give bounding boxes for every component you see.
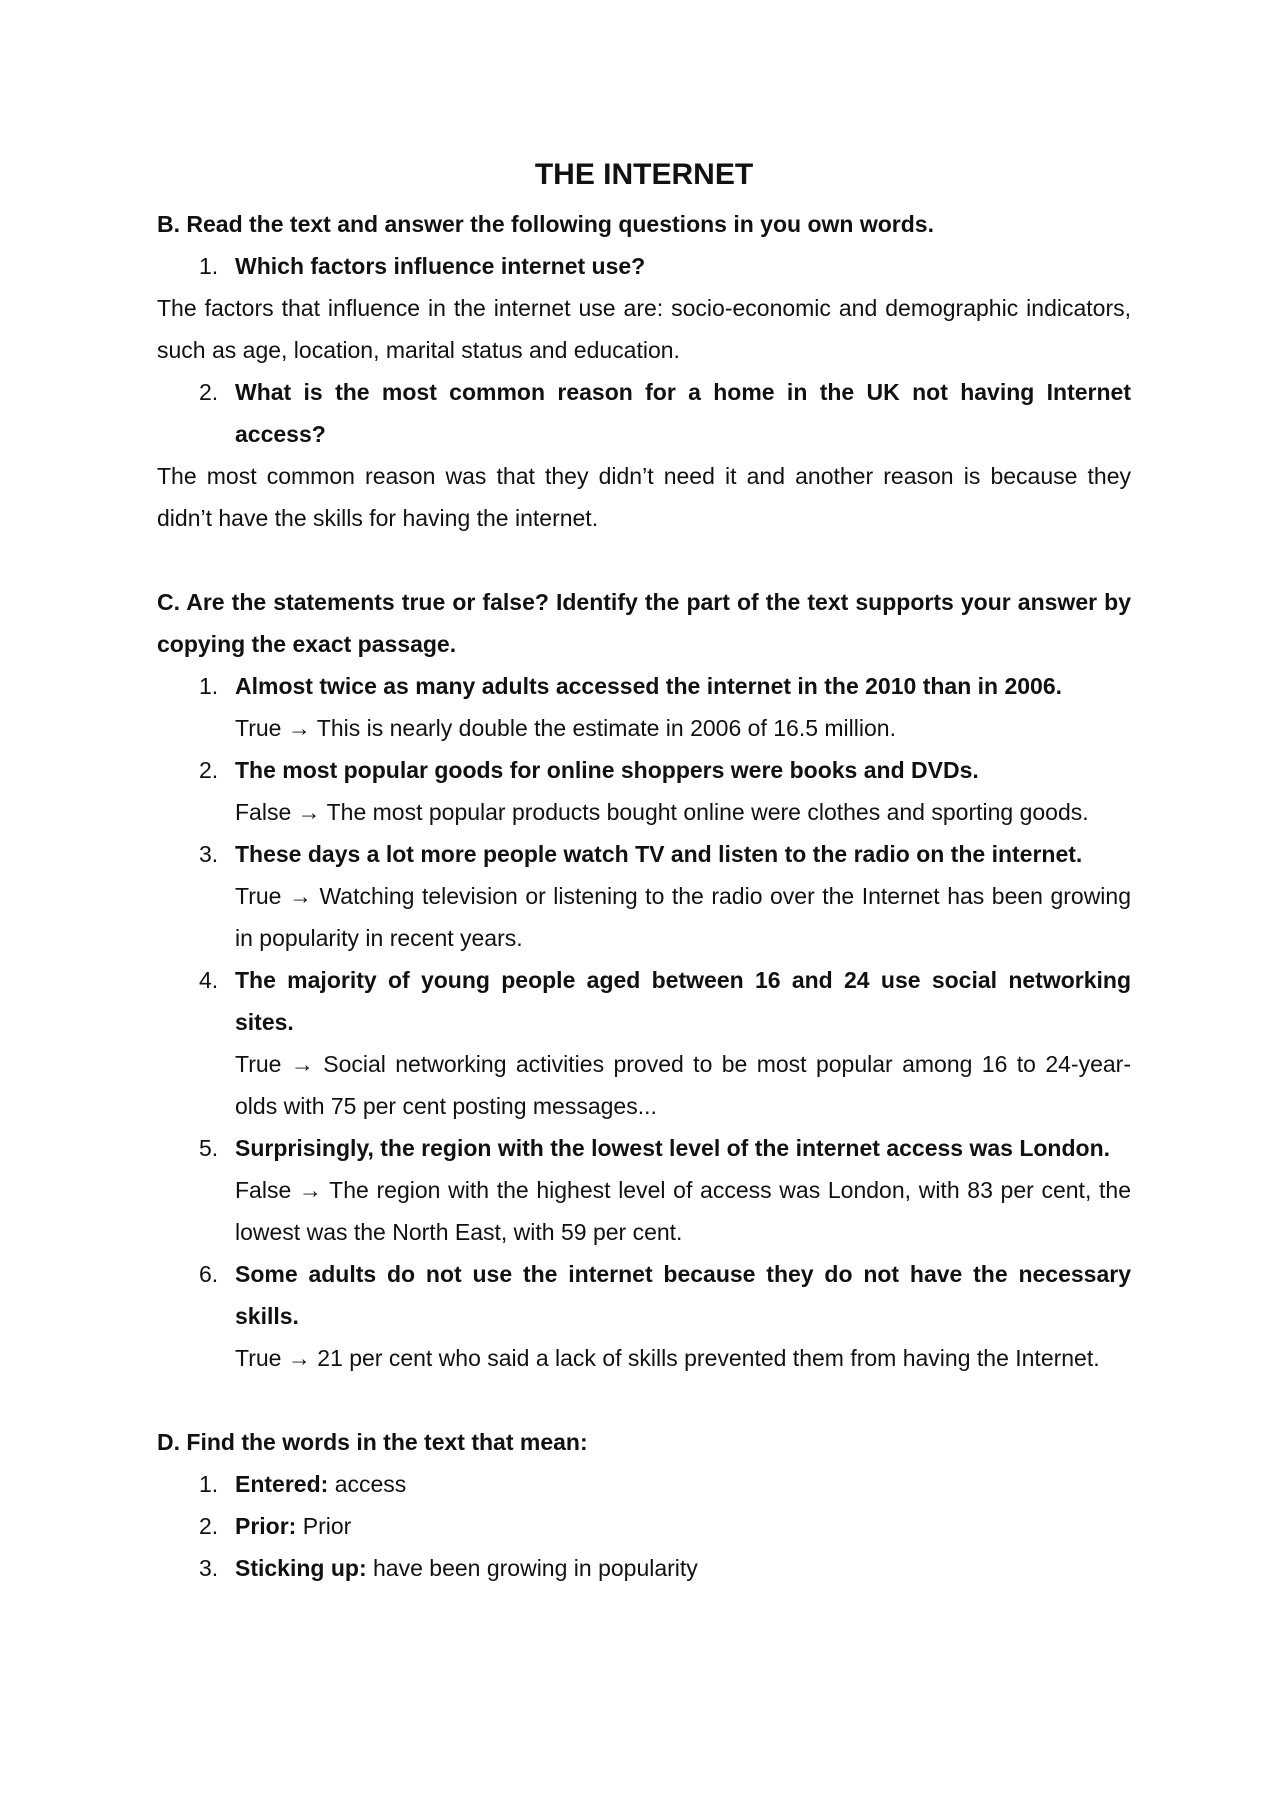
statement-text: The most popular goods for online shoppers were books and DVDs. <box>235 757 979 783</box>
statement-number: 6. <box>199 1261 219 1287</box>
section-d-heading: D. Find the words in the text that mean: <box>157 1429 588 1455</box>
question-item <box>157 371 1131 455</box>
statement-answer: True → This is nearly double the estimate in 2006 of 16.5 million. <box>235 715 896 741</box>
statement-number: 4. <box>199 967 219 993</box>
section-c-heading: C. Are the statements true or false? Identify the part of the text supports your answer by copying the exact passage. <box>157 589 1131 657</box>
statement-number: 3. <box>199 841 219 867</box>
statement-text: Surprisingly, the region with the lowest level of the internet access was London. <box>235 1135 1111 1161</box>
answer-text: The most common reason was that they didn’t need it and another reason is because they didn’t have the skills for having the internet. <box>157 463 1131 531</box>
statement-number: 2. <box>199 757 219 783</box>
question-text: Which factors influence internet use? <box>235 253 646 279</box>
question-text: What is the most common reason for a home in the UK not having Internet access? <box>235 379 1131 447</box>
statement-text: Some adults do not use the internet because they do not have the necessary skills. <box>235 1261 1131 1329</box>
statement-item <box>157 959 1131 1043</box>
section-d <box>157 1421 1131 1589</box>
statement-answer: False → The most popular products bought online were clothes and sporting goods. <box>235 799 1089 825</box>
statement-answer: True → 21 per cent who said a lack of skills prevented them from having the Internet. <box>235 1345 1100 1371</box>
statement-text: The majority of young people aged between 16 and 24 use social networking sites. <box>235 967 1131 1035</box>
statement-item <box>157 1253 1131 1337</box>
statement-text: These days a lot more people watch TV and listen to the radio on the internet. <box>235 841 1083 867</box>
vocab-term: Prior: <box>235 1513 297 1539</box>
vocab-number: 1. <box>199 1471 219 1497</box>
vocab-definition: Prior <box>302 1513 352 1539</box>
vocab-item <box>157 1463 1131 1505</box>
statement-item <box>157 665 1131 707</box>
statement-item <box>157 749 1131 791</box>
statement-number: 5. <box>199 1135 219 1161</box>
section-b <box>157 203 1131 539</box>
statement-item <box>157 1127 1131 1169</box>
statement-answer: True → Social networking activities proved to be most popular among 16 to 24-year-olds with 75 per cent posting messages... <box>235 1051 1131 1119</box>
answer-text: The factors that influence in the internet use are: socio-economic and demographic indicators, such as age, location, marital status and education. <box>157 295 1131 363</box>
vocab-item <box>157 1547 1131 1589</box>
vocab-number: 3. <box>199 1555 219 1581</box>
question-item <box>157 245 1131 287</box>
vocab-definition: access <box>334 1471 407 1497</box>
question-number: 1. <box>199 253 219 279</box>
statement-text: Almost twice as many adults accessed the internet in the 2010 than in 2006. <box>235 673 1063 699</box>
statement-item <box>157 833 1131 875</box>
vocab-number: 2. <box>199 1513 219 1539</box>
statement-answer: True → Watching television or listening to the radio over the Internet has been growing in popularity in recent years. <box>235 883 1131 951</box>
section-b-heading: B. Read the text and answer the following questions in you own words. <box>157 211 934 237</box>
vocab-item <box>157 1505 1131 1547</box>
page-title: THE INTERNET <box>534 158 754 191</box>
question-number: 2. <box>199 379 219 405</box>
vocab-term: Entered: <box>235 1471 329 1497</box>
section-c <box>157 581 1131 1379</box>
vocab-term: Sticking up: <box>235 1555 367 1581</box>
statement-number: 1. <box>199 673 219 699</box>
statement-answer: False → The region with the highest level of access was London, with 83 per cent, the lowest was the North East, with 59 per cent. <box>235 1177 1131 1245</box>
vocab-definition: have been growing in popularity <box>373 1555 698 1581</box>
